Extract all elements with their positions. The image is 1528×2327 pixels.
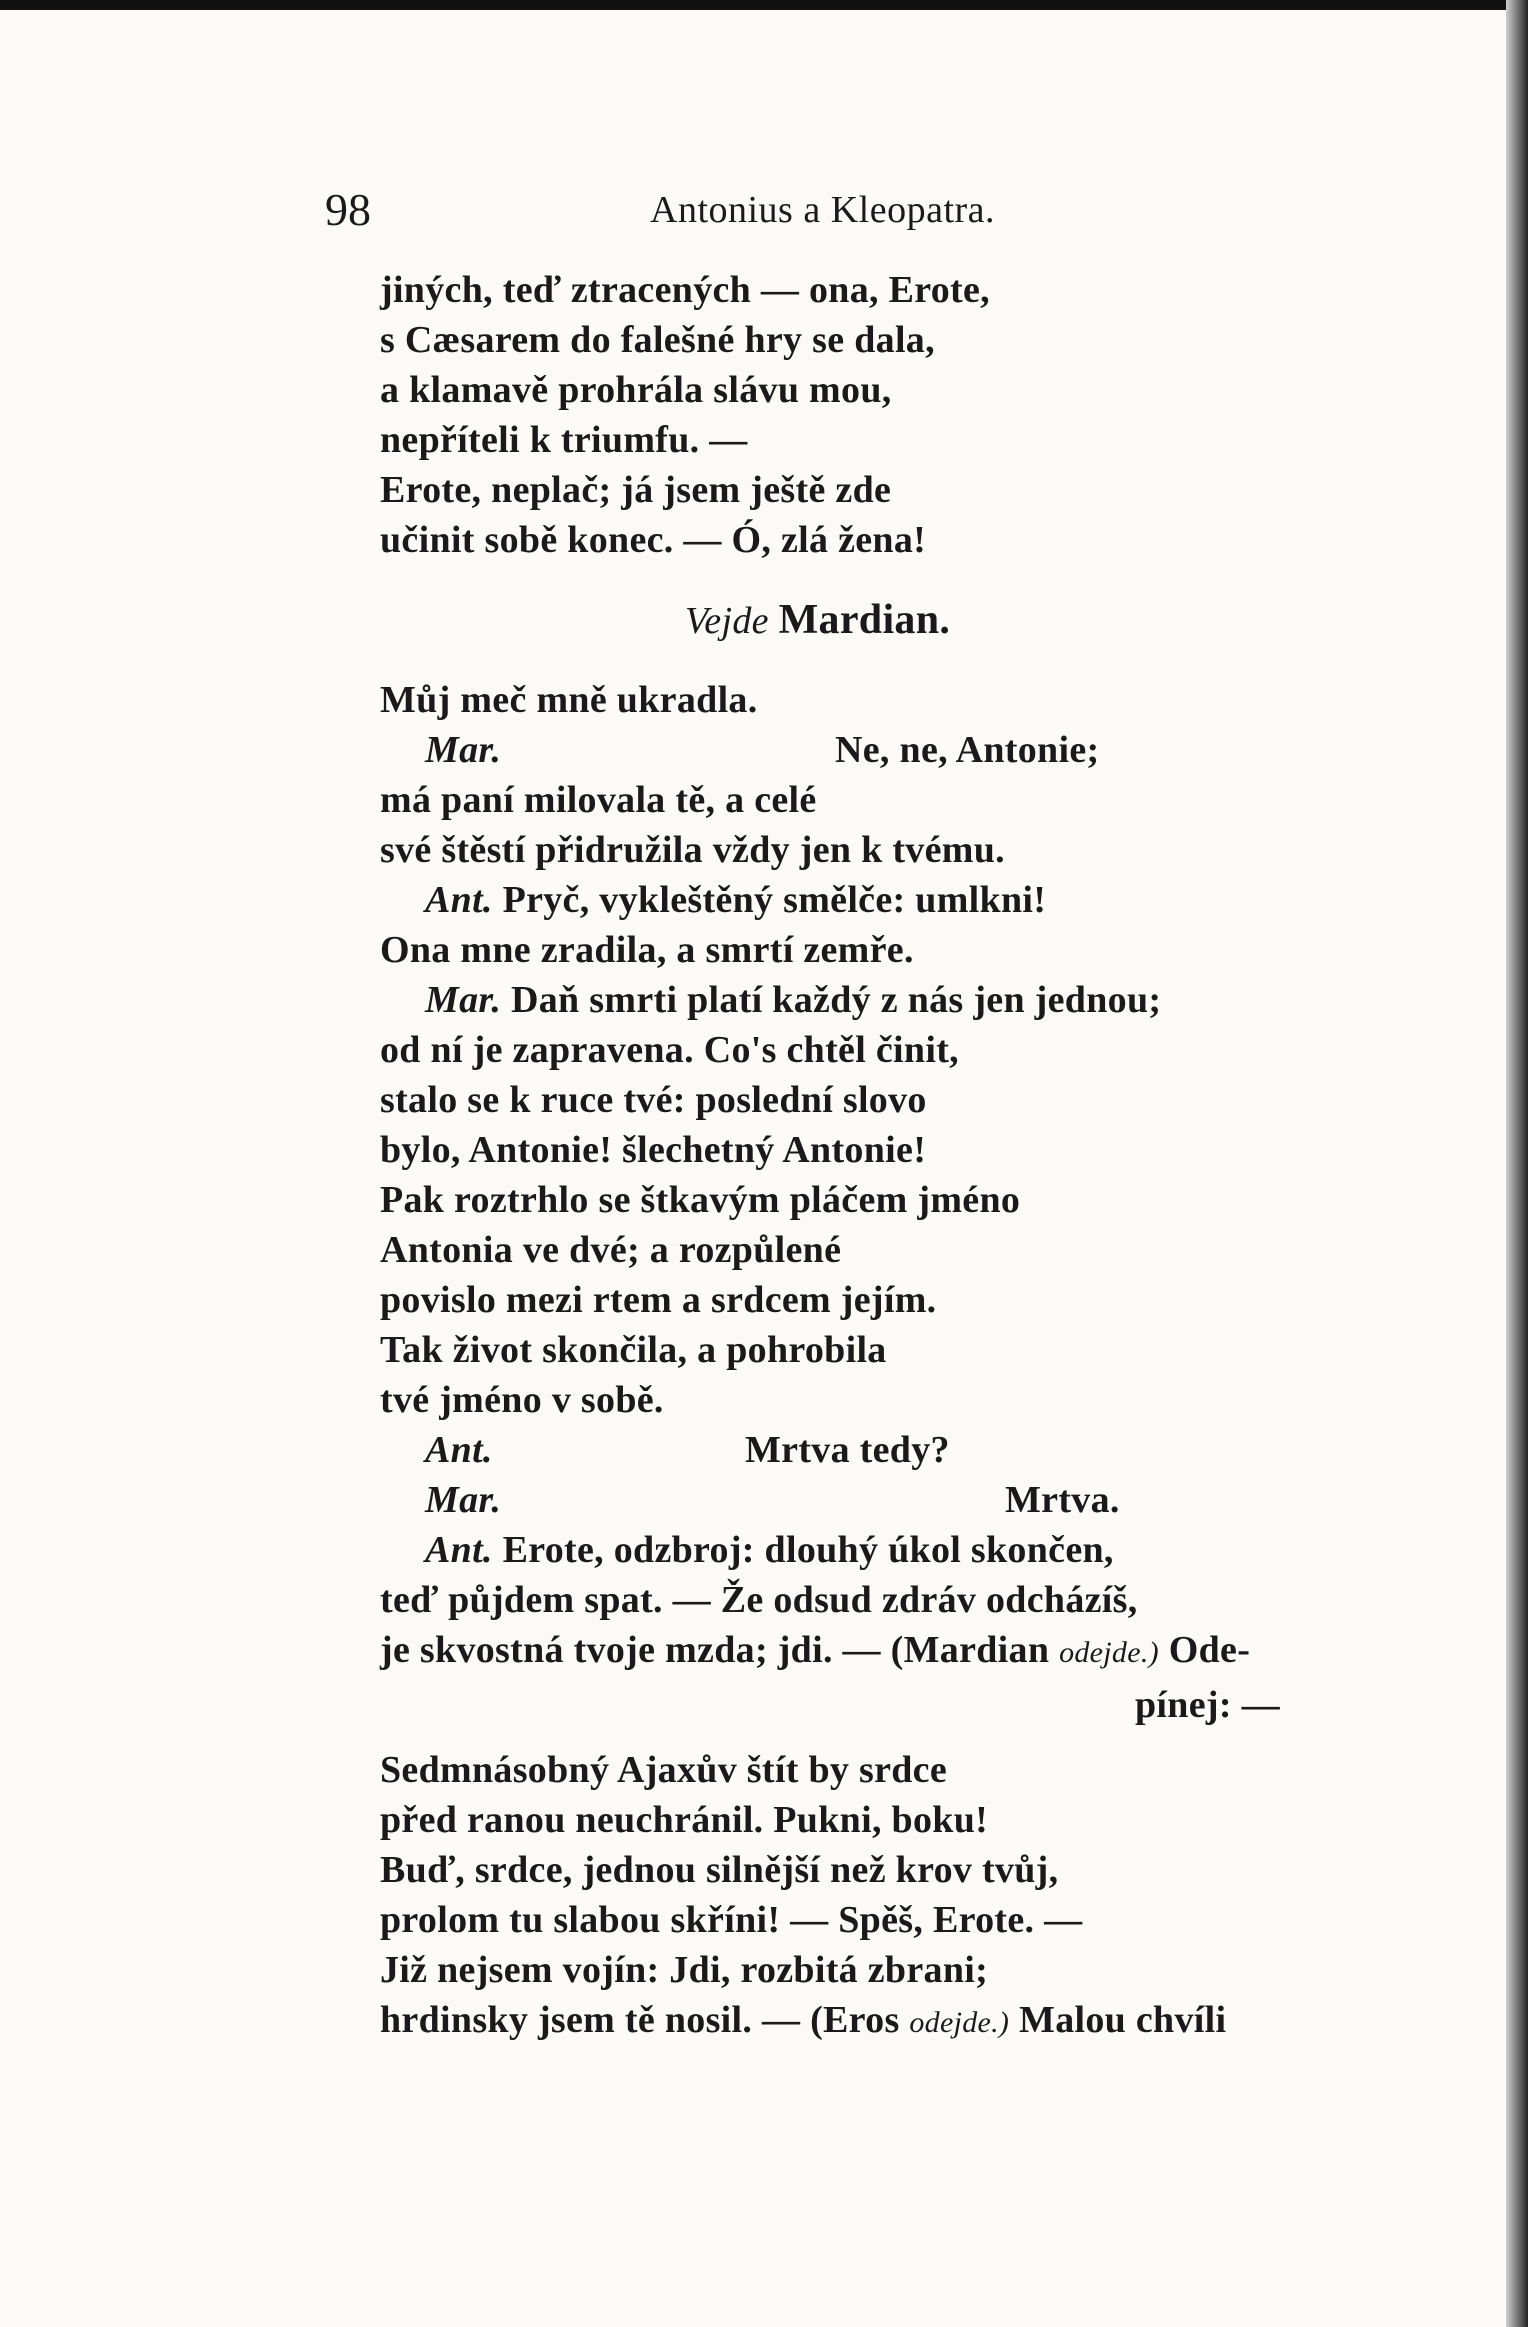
speaker-label: Mar. xyxy=(425,729,502,771)
verse-line: před ranou neuchránil. Pukni, boku! xyxy=(380,1799,989,1841)
verse-line: Ona mne zradila, a smrtí zemře. xyxy=(380,929,914,971)
verse-text: hrdinsky jsem tě nosil. — (Eros xyxy=(380,1999,900,2041)
verse-line: jiných, teď ztracených — ona, Erote, xyxy=(380,269,990,311)
character-name: Mardian. xyxy=(778,597,951,643)
verse-line: Buď, srdce, jednou silnější než krov tvůj, xyxy=(380,1849,1059,1891)
verse-line: a klamavě prohrála slávu mou, xyxy=(380,369,892,411)
page-header xyxy=(325,180,1085,240)
verse-line: prolom tu slabou skříni! — Spěš, Erote. — xyxy=(380,1899,1083,1941)
speech-text: Mrtva tedy? xyxy=(745,1429,950,1471)
stage-direction-text: odejde.) xyxy=(909,2006,1010,2039)
book-page xyxy=(0,10,1508,2327)
speech-line xyxy=(380,1425,950,1475)
verse-line: Pak roztrhlo se štkavým pláčem jméno xyxy=(380,1179,1021,1221)
verse-line: své štěstí přidružila vždy jen k tvému. xyxy=(380,829,1005,871)
speech-text: Erote, odzbroj: dlouhý úkol skončen, xyxy=(502,1529,1114,1571)
verse-line xyxy=(380,1995,1226,2045)
page-edge-shadow xyxy=(1506,0,1528,2327)
verse-line: Tak život skončila, a pohrobila xyxy=(380,1329,887,1371)
verse-line: tvé jméno v sobě. xyxy=(380,1379,664,1421)
speech-line xyxy=(380,1525,1114,1575)
page-number: 98 xyxy=(325,184,371,235)
verse-text: Ode- xyxy=(1168,1629,1251,1671)
verse-line: Erote, neplač; já jsem ještě zde xyxy=(380,469,892,511)
verse-line: má paní milovala tě, a celé xyxy=(380,779,817,821)
verse-line: stalo se k ruce tvé: poslední slovo xyxy=(380,1079,927,1121)
verse-line: pínej: — xyxy=(1135,1684,1280,1726)
speech-text: Ne, ne, Antonie; xyxy=(835,729,1100,771)
verse-line: s Cæsarem do falešné hry se dala, xyxy=(380,319,935,361)
verse-line: od ní je zapravena. Co's chtěl činit, xyxy=(380,1029,959,1071)
speech-text: Daň smrti platí každý z nás jen jednou; xyxy=(511,979,1162,1021)
verse-text: Malou chvíli xyxy=(1019,1999,1227,2041)
verse-line: nepříteli k triumfu. — xyxy=(380,419,748,461)
stage-direction-text: odejde.) xyxy=(1059,1636,1159,1669)
verse-line: bylo, Antonie! šlechetný Antonie! xyxy=(380,1129,927,1171)
verse-line: učinit sobě konec. — Ó, zlá žena! xyxy=(380,519,927,561)
verse-line xyxy=(380,1625,1250,1675)
verse-line: Sedmnásobný Ajaxův štít by srdce xyxy=(380,1749,948,1791)
speaker-label: Ant. xyxy=(425,1529,493,1571)
verse-line: teď půjdem spat. — Že odsud zdráv odcházíš, xyxy=(380,1579,1138,1621)
speaker-label: Ant. xyxy=(425,1429,493,1471)
verse-text: je skvostná tvoje mzda; jdi. — (Mardian xyxy=(380,1629,1050,1671)
speech-line xyxy=(380,725,1100,775)
speaker-label: Ant. xyxy=(425,879,493,921)
verse-line: povislo mezi rtem a srdcem jejím. xyxy=(380,1279,937,1321)
verse-line: Antonia ve dvé; a rozpůlené xyxy=(380,1229,842,1271)
speech-text: Mrtva. xyxy=(1005,1479,1120,1521)
speech-text: Pryč, vykleštěný smělče: umlkni! xyxy=(502,879,1047,921)
speaker-label: Mar. xyxy=(425,1479,502,1521)
verse-line: Můj meč mně ukradla. xyxy=(380,679,758,721)
speaker-label: Mar. xyxy=(425,979,502,1021)
stage-direction-enter xyxy=(685,595,950,645)
stage-direction-text: Vejde xyxy=(685,600,769,642)
running-title: Antonius a Kleopatra. xyxy=(650,189,996,231)
speech-line xyxy=(380,875,1046,925)
speech-line xyxy=(380,975,1161,1025)
speech-line xyxy=(380,1475,1120,1525)
verse-line: Již nejsem vojín: Jdi, rozbitá zbrani; xyxy=(380,1949,989,1991)
